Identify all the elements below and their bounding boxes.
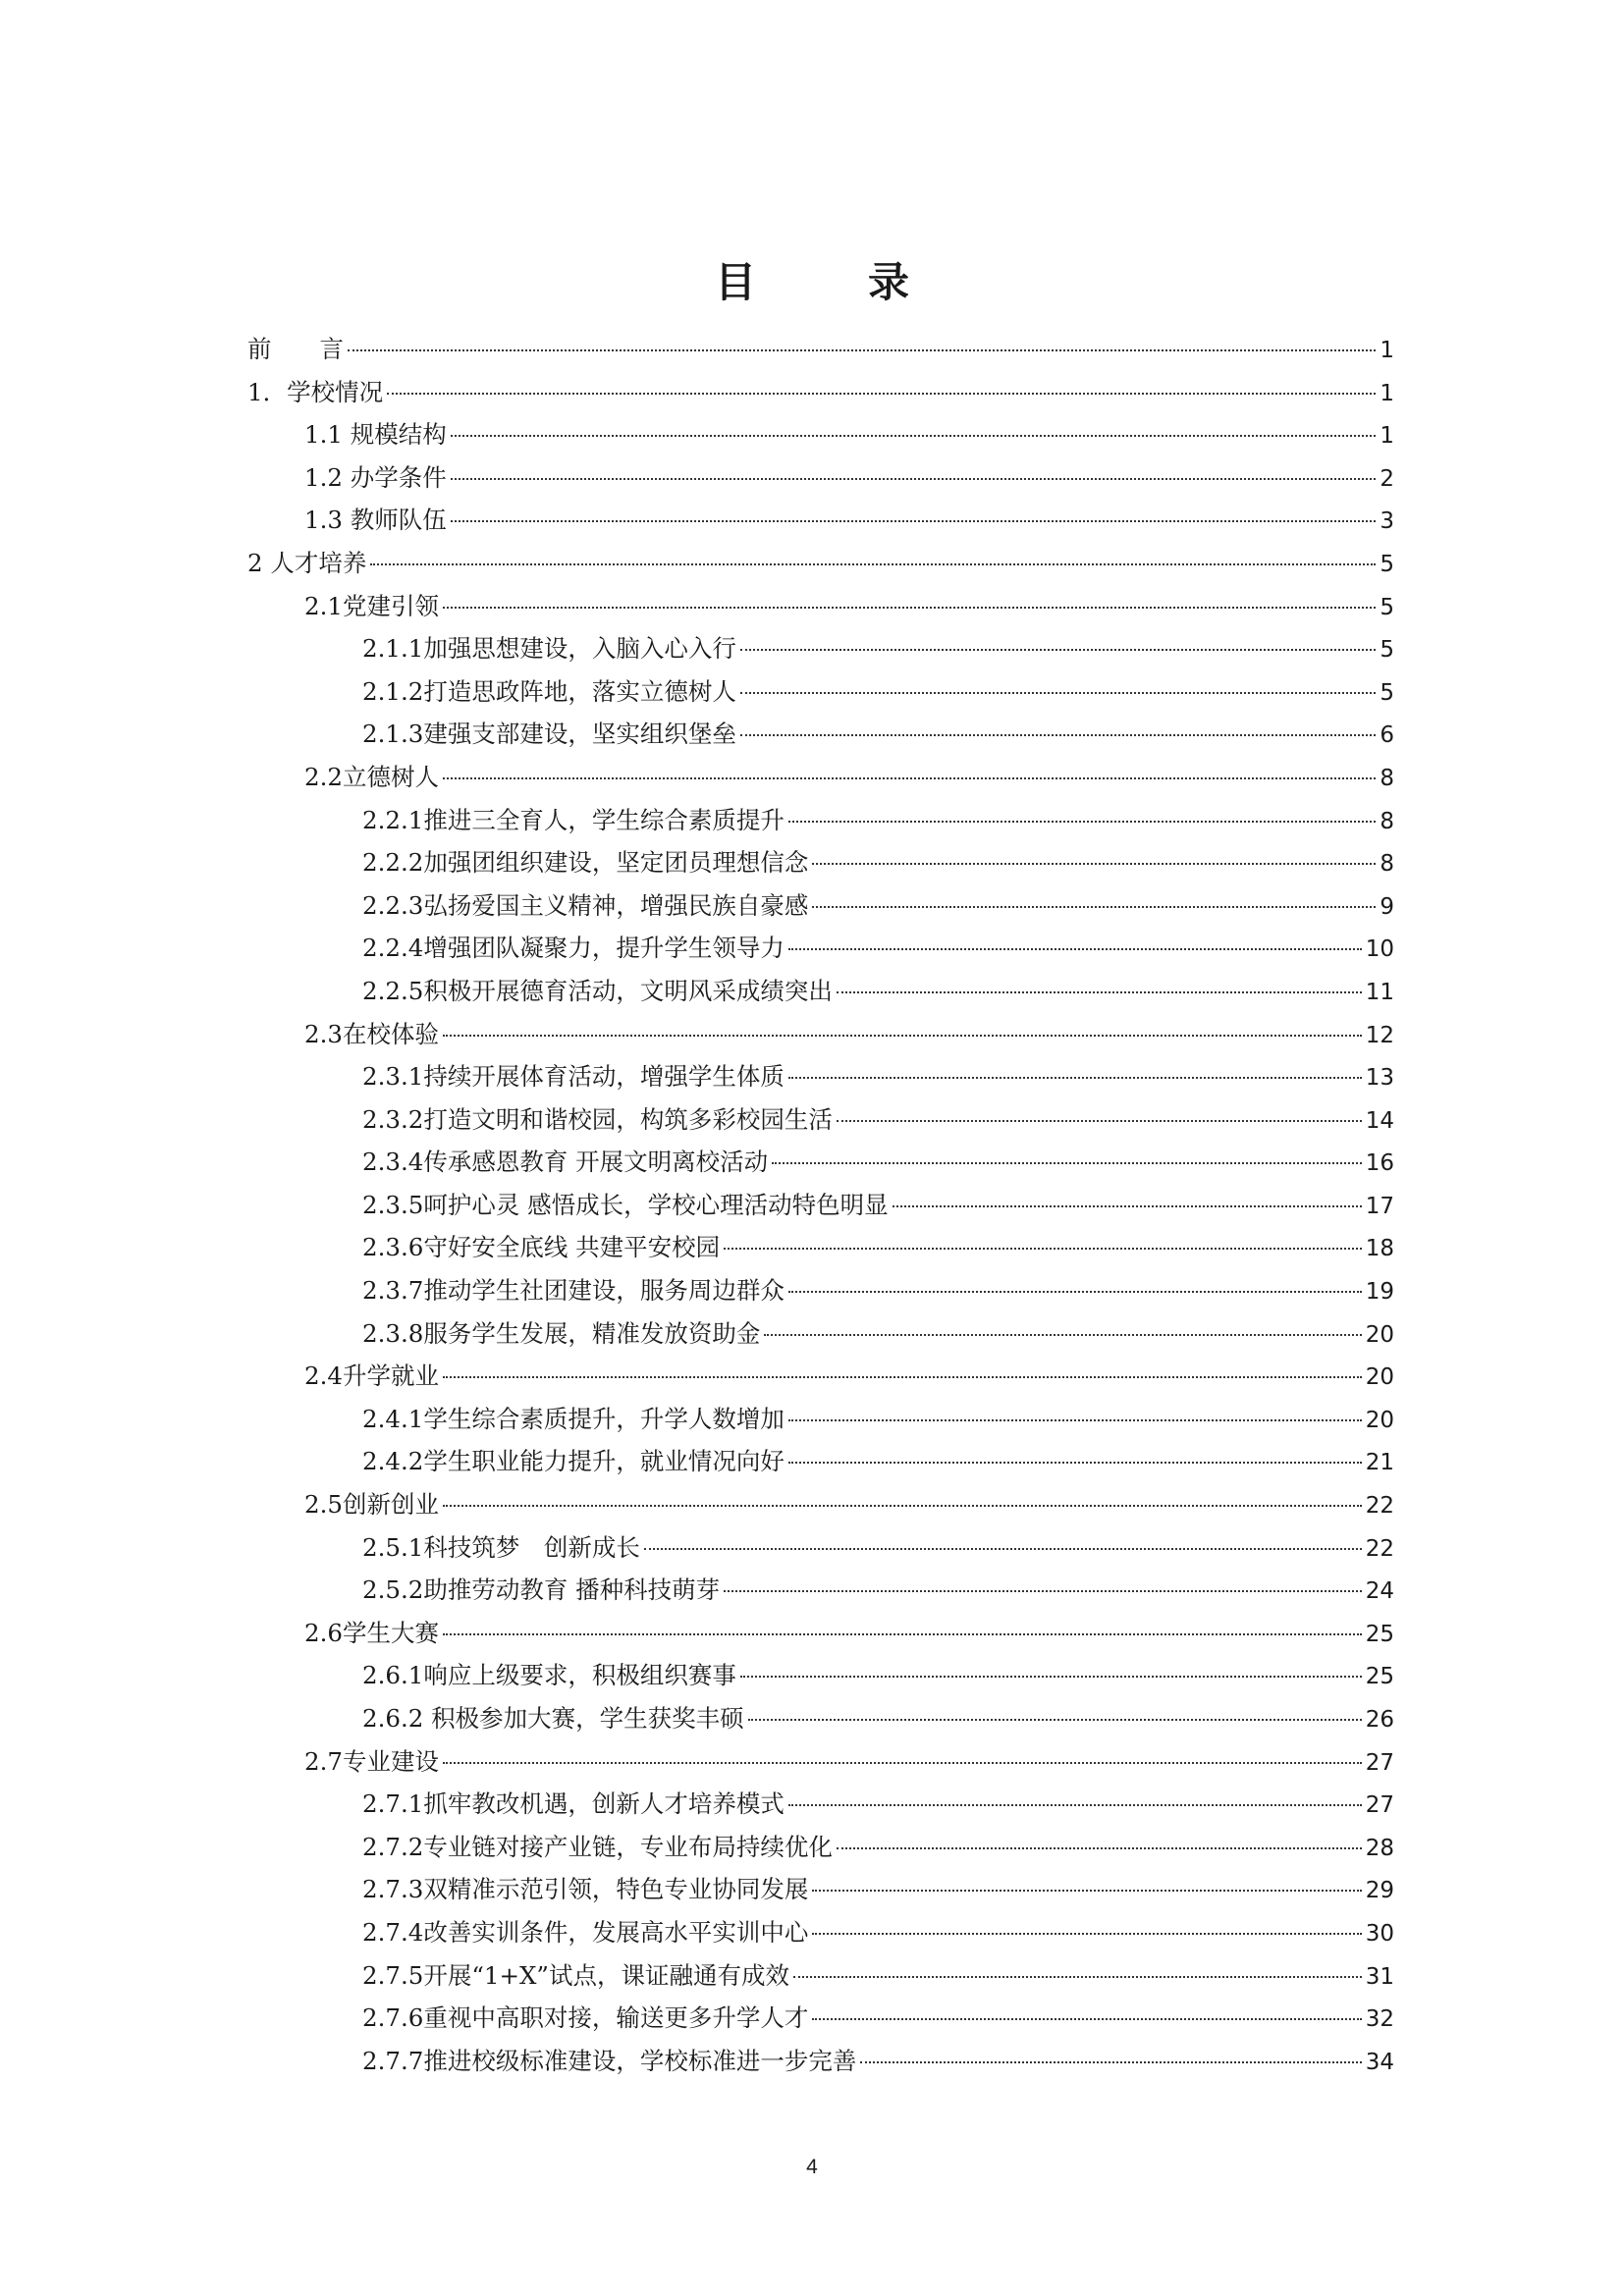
toc-entry-label: 2.1.2打造思政阵地，落实立德树人	[362, 676, 736, 706]
toc-entry-label: 2.6学生大赛	[304, 1618, 439, 1647]
toc-dot-leader	[443, 1762, 1362, 1764]
toc-entry-label: 2.3.4传承感恩教育 开展文明离校活动	[362, 1148, 769, 1177]
toc-entry-page: 17	[1365, 1193, 1394, 1219]
toc-entry-label: 2.2.2加强团组织建设，坚定团员理想信念	[362, 848, 809, 878]
toc-entry-label: 2.2.3弘扬爱国主义精神，增强民族自豪感	[362, 890, 809, 920]
toc-entry-label: 2.1.1加强思想建设，入脑入心入行	[362, 634, 736, 664]
table-of-contents	[247, 328, 1394, 2082]
toc-entry[interactable]	[247, 1826, 1394, 1869]
toc-entry-label: 2.6.1响应上级要求，积极组织赛事	[362, 1661, 736, 1690]
toc-entry-label: 2.3.5呵护心灵 感悟成长，学校心理活动特色明显	[362, 1190, 889, 1219]
toc-entry-label: 2.1.3建强支部建设，坚实组织堡垒	[362, 720, 736, 749]
toc-entry-label: 2.5.2助推劳动教育 播种科技萌芽	[362, 1575, 721, 1605]
toc-entry-label: 2.4.1学生综合素质提升，升学人数增加	[362, 1404, 785, 1433]
toc-entry-page: 1	[1380, 423, 1394, 450]
toc-entry-page: 18	[1365, 1236, 1394, 1262]
toc-entry-page: 16	[1365, 1150, 1394, 1177]
toc-dot-leader	[788, 821, 1377, 823]
toc-dot-leader	[451, 435, 1377, 437]
toc-entry-page: 14	[1365, 1107, 1394, 1134]
toc-entry-label: 1.3 教师队伍	[304, 506, 447, 535]
toc-entry-page: 25	[1365, 1621, 1394, 1647]
toc-entry-label: 2.2.1推进三全育人，学生综合素质提升	[362, 805, 785, 834]
toc-entry-page: 29	[1365, 1878, 1394, 1904]
toc-entry-label: 2.7.5开展“1+X”试点，课证融通有成效	[362, 1960, 789, 1990]
toc-entry[interactable]	[247, 1569, 1394, 1612]
toc-entry-page: 25	[1365, 1664, 1394, 1690]
toc-entry[interactable]	[247, 1526, 1394, 1570]
toc-entry-label: 2.7.7推进校级标准建设，学校标准进一步完善	[362, 2046, 857, 2075]
toc-entry-page: 28	[1365, 1835, 1394, 1861]
toc-entry-page: 31	[1365, 1963, 1394, 1990]
toc-entry[interactable]	[247, 884, 1394, 928]
toc-dot-leader	[788, 1462, 1362, 1464]
toc-dot-leader	[812, 863, 1376, 865]
toc-entry-label: 2.2.5积极开展德育活动，文明风采成绩突出	[362, 976, 833, 1005]
toc-entry[interactable]	[247, 2040, 1394, 2083]
toc-entry[interactable]	[247, 1312, 1394, 1356]
toc-entry-page: 27	[1365, 1792, 1394, 1819]
toc-entry-page: 1	[1380, 380, 1394, 406]
toc-entry-label: 2.7.3双精准示范引领，特色专业协同发展	[362, 1875, 809, 1904]
toc-entry-label: 2.3.6守好安全底线 共建平安校园	[362, 1233, 721, 1262]
toc-entry-label: 2.4.2学生职业能力提升，就业情况向好	[362, 1447, 785, 1476]
toc-entry-page: 10	[1365, 936, 1394, 963]
toc-entry-label: 2.3.2打造文明和谐校园，构筑多彩校园生活	[362, 1104, 833, 1134]
toc-entry-page: 34	[1365, 2049, 1394, 2075]
toc-entry-page: 30	[1365, 1920, 1394, 1947]
toc-entry[interactable]	[247, 756, 1394, 799]
toc-entry[interactable]	[247, 1783, 1394, 1826]
toc-entry-label: 2.4升学就业	[304, 1362, 439, 1391]
toc-entry-page: 20	[1365, 1321, 1394, 1348]
toc-entry-label: 2.2立德树人	[304, 762, 439, 791]
toc-entry-page: 21	[1365, 1450, 1394, 1476]
toc-dot-leader	[812, 1890, 1361, 1892]
toc-entry[interactable]	[247, 1269, 1394, 1312]
toc-entry-label: 2.3.7推动学生社团建设，服务周边群众	[362, 1276, 785, 1306]
toc-entry-label: 1.1 规模结构	[304, 420, 447, 450]
toc-entry-page: 22	[1365, 1493, 1394, 1520]
toc-entry-label: 2.7.2专业链对接产业链，专业布局持续优化	[362, 1832, 833, 1861]
toc-dot-leader	[451, 520, 1377, 522]
toc-entry[interactable]	[247, 1612, 1394, 1655]
toc-entry-page: 1	[1380, 338, 1394, 363]
toc-dot-leader	[443, 607, 1376, 609]
toc-entry[interactable]	[247, 1654, 1394, 1697]
toc-dot-leader	[443, 1035, 1362, 1037]
toc-dot-leader	[740, 649, 1377, 651]
toc-dot-leader	[860, 2061, 1361, 2063]
toc-entry-page: 27	[1365, 1749, 1394, 1776]
toc-dot-leader	[443, 1505, 1362, 1507]
toc-dot-leader	[443, 1633, 1362, 1635]
toc-entry-page: 5	[1380, 594, 1394, 620]
toc-dot-leader	[724, 1248, 1362, 1250]
page-number: 4	[806, 2156, 818, 2178]
toc-entry-page: 5	[1380, 679, 1394, 706]
toc-entry[interactable]	[247, 841, 1394, 884]
toc-entry-page: 8	[1380, 851, 1394, 878]
toc-entry[interactable]	[247, 413, 1394, 456]
toc-dot-leader	[788, 948, 1362, 950]
toc-entry-label: 2.1党建引领	[304, 591, 439, 620]
toc-entry-label: 2.7专业建设	[304, 1746, 439, 1776]
toc-entry[interactable]	[247, 1911, 1394, 1954]
toc-entry[interactable]	[247, 1355, 1394, 1398]
toc-entry[interactable]	[247, 542, 1394, 585]
toc-entry[interactable]	[247, 1954, 1394, 1998]
toc-entry-page: 8	[1380, 808, 1394, 834]
toc-entry-page: 19	[1365, 1279, 1394, 1306]
toc-entry-page: 24	[1365, 1578, 1394, 1605]
toc-dot-leader	[370, 563, 1376, 565]
toc-entry-label: 前 言	[247, 335, 344, 363]
toc-entry[interactable]	[247, 1697, 1394, 1740]
toc-dot-leader	[837, 1120, 1362, 1122]
toc-dot-leader	[443, 1376, 1362, 1378]
toc-entry-page: 22	[1365, 1535, 1394, 1562]
toc-entry-label: 1.2 办学条件	[304, 462, 447, 492]
toc-entry-page: 5	[1380, 551, 1394, 577]
toc-dot-leader	[837, 991, 1362, 993]
toc-entry-page: 12	[1365, 1022, 1394, 1048]
toc-dot-leader	[788, 1419, 1362, 1421]
toc-entry[interactable]	[247, 1141, 1394, 1184]
toc-entry[interactable]	[247, 328, 1394, 371]
toc-dot-leader	[893, 1205, 1362, 1207]
toc-entry-label: 2.5创新创业	[304, 1490, 439, 1520]
toc-title: 目 录	[714, 258, 945, 306]
toc-entry[interactable]	[247, 371, 1394, 414]
toc-entry-label: 2.3.8服务学生发展，精准发放资助金	[362, 1318, 761, 1348]
toc-entry-label: 1．学校情况	[247, 377, 384, 406]
toc-dot-leader	[644, 1548, 1362, 1550]
toc-entry-page: 11	[1365, 979, 1394, 1005]
toc-entry[interactable]	[247, 799, 1394, 842]
toc-dot-leader	[348, 349, 1376, 351]
toc-dot-leader	[837, 1847, 1362, 1849]
toc-entry-label: 2.5.1科技筑梦 创新成长	[362, 1532, 640, 1562]
toc-entry[interactable]	[247, 1997, 1394, 2040]
toc-entry[interactable]	[247, 585, 1394, 628]
toc-entry[interactable]	[247, 927, 1394, 970]
toc-dot-leader	[812, 2018, 1361, 2020]
toc-entry-page: 26	[1365, 1707, 1394, 1733]
toc-entry[interactable]	[247, 670, 1394, 714]
toc-entry[interactable]	[247, 1483, 1394, 1526]
toc-entry-label: 2.7.4改善实训条件，发展高水平实训中心	[362, 1917, 809, 1947]
toc-entry[interactable]	[247, 1440, 1394, 1483]
toc-dot-leader	[740, 1676, 1362, 1678]
toc-dot-leader	[748, 1719, 1362, 1721]
toc-dot-leader	[812, 906, 1376, 908]
toc-entry-label: 2.2.4增强团队凝聚力，提升学生领导力	[362, 934, 785, 963]
toc-entry[interactable]	[247, 1398, 1394, 1441]
toc-entry-label: 2.3.1持续开展体育活动，增强学生体质	[362, 1062, 785, 1092]
toc-entry-page: 3	[1380, 508, 1394, 535]
toc-entry-page: 13	[1365, 1065, 1394, 1092]
toc-entry-label: 2.7.1抓牢教改机遇，创新人才培养模式	[362, 1789, 785, 1819]
toc-entry-page: 5	[1380, 637, 1394, 664]
toc-dot-leader	[793, 1976, 1362, 1978]
toc-entry-page: 20	[1365, 1364, 1394, 1391]
toc-dot-leader	[724, 1590, 1362, 1592]
toc-entry-page: 9	[1380, 893, 1394, 920]
toc-entry-page: 6	[1380, 722, 1394, 749]
toc-entry[interactable]	[247, 499, 1394, 542]
toc-entry[interactable]	[247, 456, 1394, 500]
toc-entry[interactable]	[247, 713, 1394, 756]
toc-dot-leader	[740, 734, 1377, 736]
toc-entry[interactable]	[247, 1226, 1394, 1269]
toc-entry[interactable]	[247, 1098, 1394, 1142]
toc-dot-leader	[764, 1334, 1361, 1336]
toc-entry[interactable]	[247, 1184, 1394, 1227]
toc-dot-leader	[740, 692, 1377, 694]
toc-dot-leader	[788, 1291, 1362, 1293]
toc-dot-leader	[451, 478, 1377, 480]
toc-entry-label: 2.7.6重视中高职对接，输送更多升学人才	[362, 2003, 809, 2033]
toc-entry-label: 2 人才培养	[247, 548, 367, 577]
toc-entry[interactable]	[247, 627, 1394, 670]
toc-dot-leader	[788, 1077, 1362, 1079]
toc-entry[interactable]	[247, 1055, 1394, 1098]
toc-entry[interactable]	[247, 1868, 1394, 1911]
toc-entry-page: 8	[1380, 765, 1394, 791]
toc-dot-leader	[812, 1933, 1361, 1935]
toc-entry[interactable]	[247, 1740, 1394, 1784]
toc-entry[interactable]	[247, 970, 1394, 1013]
toc-entry-page: 20	[1365, 1407, 1394, 1433]
toc-entry-label: 2.3在校体验	[304, 1019, 439, 1048]
toc-entry-page: 32	[1365, 2006, 1394, 2033]
toc-entry-label: 2.6.2 积极参加大赛，学生获奖丰硕	[362, 1704, 744, 1733]
toc-dot-leader	[443, 777, 1376, 779]
toc-entry[interactable]	[247, 1013, 1394, 1056]
toc-dot-leader	[788, 1804, 1362, 1806]
toc-dot-leader	[387, 393, 1376, 395]
toc-entry-page: 2	[1380, 465, 1394, 492]
toc-dot-leader	[772, 1162, 1362, 1164]
